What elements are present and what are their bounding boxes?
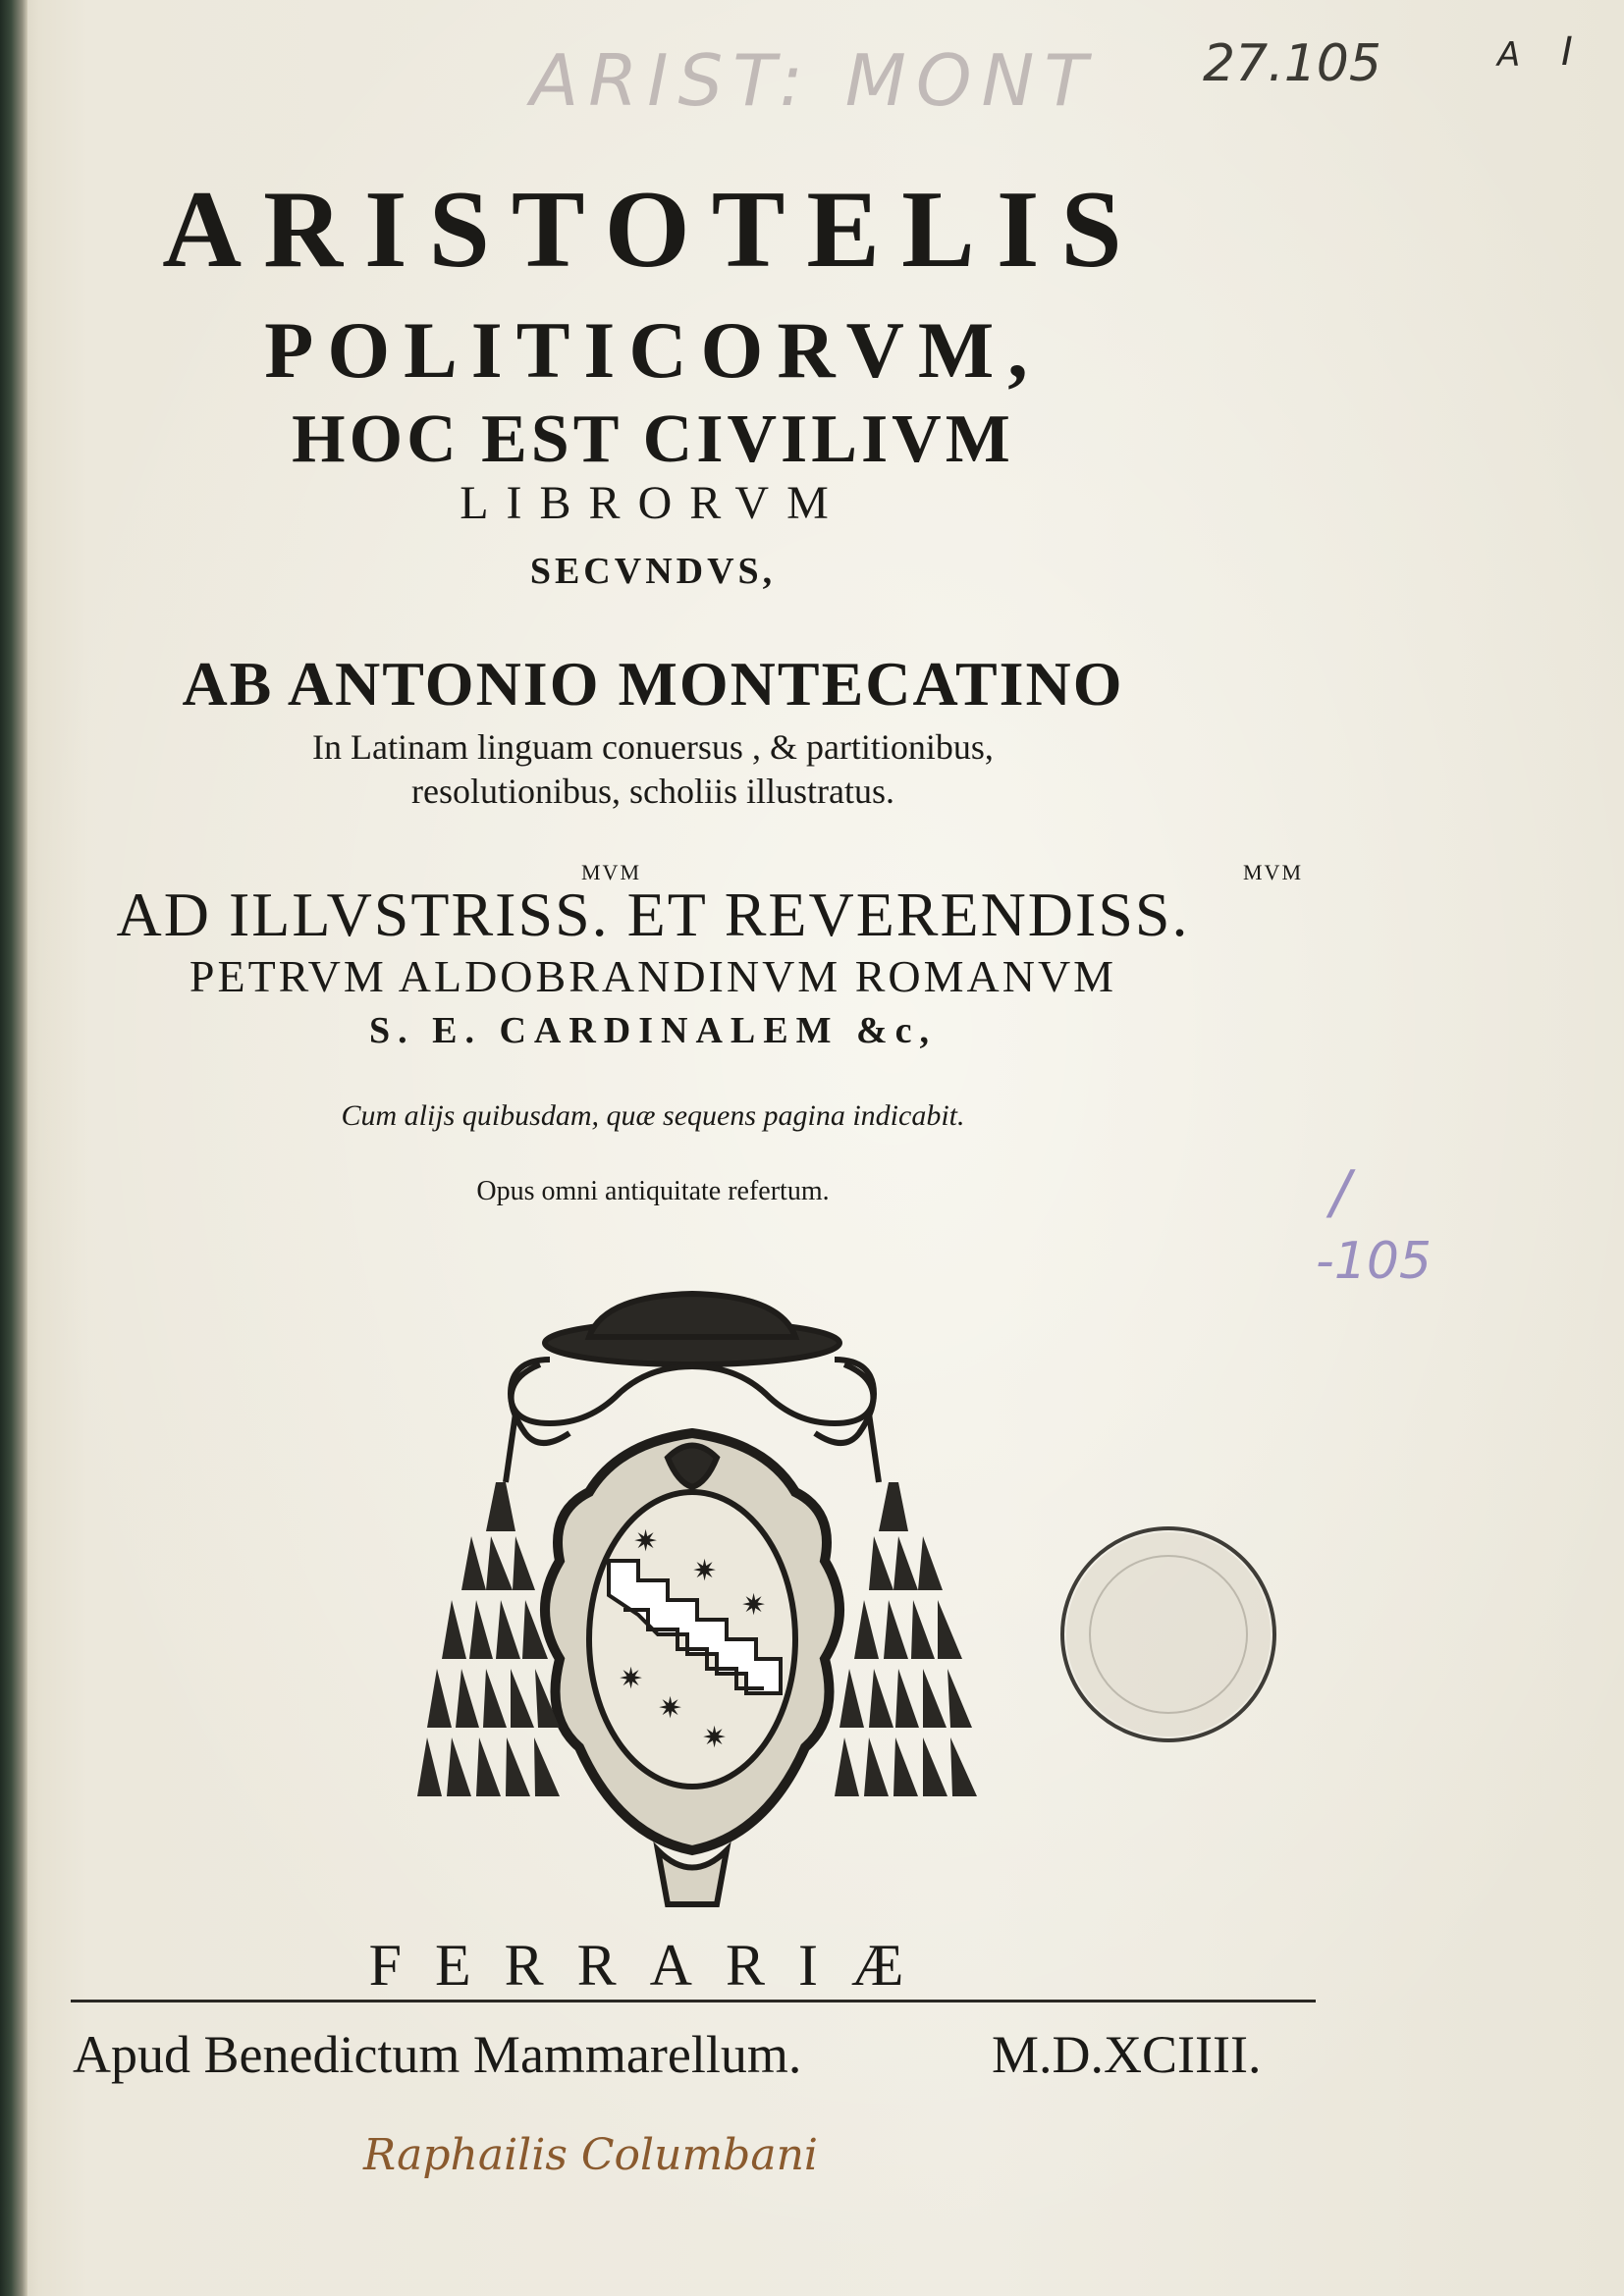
corner-mark-i: I: [1561, 29, 1573, 75]
superscript-mum-2: MVM: [1243, 860, 1304, 884]
title-line-1: ARISTOTELIS: [162, 169, 1144, 291]
imprint-year: M.D.XCIIII.: [992, 2025, 1262, 2084]
subtitle-line-2: resolutionibus, scholiis illustratus.: [411, 772, 894, 811]
recipient-line-1: PETRVM ALDOBRANDINVM ROMANVM: [189, 951, 1117, 1001]
corner-mark-a: A: [1497, 35, 1521, 75]
title-line-3: HOC EST CIVILIVM: [292, 401, 1014, 477]
subtitle-line-1: In Latinam linguam conuersus , & partitionibus,: [312, 727, 994, 767]
svg-text:✷: ✷: [633, 1524, 659, 1559]
shelfmark-number: 27.105: [1203, 34, 1381, 93]
owner-signature: Raphailis Columbani: [363, 2130, 818, 2180]
contents-note: Cum alijs quibusdam, quæ sequens pagina indicabit.: [341, 1099, 965, 1132]
library-stamp-icon: [1051, 1517, 1286, 1752]
faded-handwritten-note: ARIST: MONT: [530, 39, 1098, 122]
imprint-printer: Apud Benedictum Mammarellum.: [73, 2025, 802, 2084]
title-line-5: SECVNDVS,: [529, 551, 777, 592]
svg-text:✷: ✷: [741, 1588, 767, 1623]
dedication-line: AD ILLVSTRISS. ET REVERENDISS.: [116, 880, 1190, 949]
recipient-line-2: S. E. CARDINALEM &c,: [369, 1010, 937, 1051]
title-line-4: LIBRORVM: [460, 477, 846, 529]
imprint-city: FERRARIÆ: [368, 1933, 938, 1998]
opus-line: Opus omni antiquitate refertum.: [476, 1176, 830, 1206]
superscript-mum-1: MVM: [581, 860, 642, 884]
svg-text:✷: ✷: [619, 1662, 644, 1696]
pencil-mark-1: /: [1330, 1158, 1351, 1227]
title-line-2: POLITICORVM,: [264, 305, 1042, 395]
svg-text:✷: ✷: [692, 1554, 718, 1588]
svg-text:✷: ✷: [702, 1721, 728, 1755]
pencil-mark-2: -105: [1316, 1232, 1433, 1291]
author-line: AB ANTONIO MONTECATINO: [182, 649, 1124, 719]
svg-text:✷: ✷: [658, 1691, 683, 1726]
cardinal-coat-of-arms-icon: [393, 1286, 1001, 1914]
imprint-rule: [71, 2000, 1316, 2002]
